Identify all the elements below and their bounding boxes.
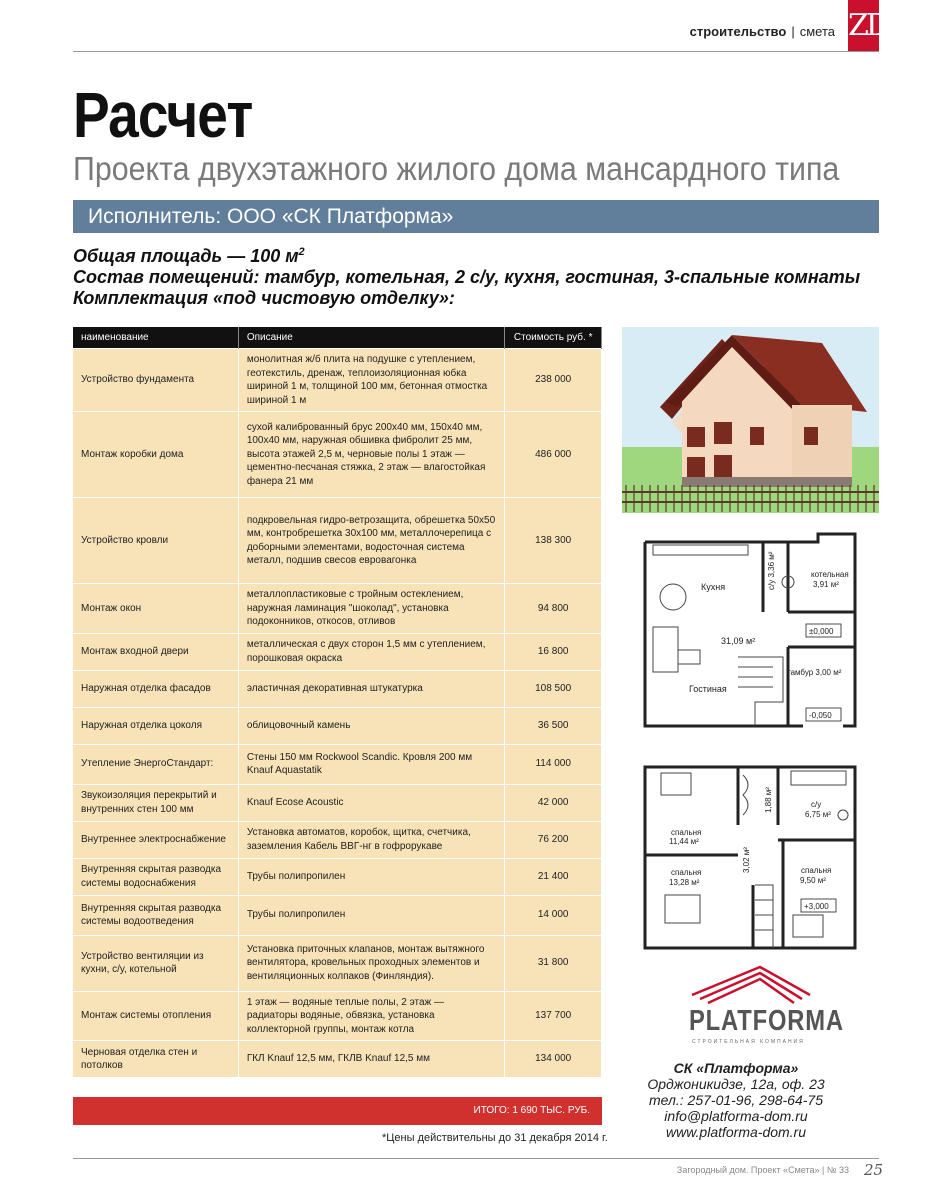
row-description: Установка автоматов, коробок, щитка, счетчика, заземления Кабель ВВГ-нг в гофрорукаве bbox=[238, 821, 505, 858]
row-cost: 76 200 bbox=[505, 821, 602, 858]
row-cost: 36 500 bbox=[505, 707, 602, 744]
bedroom3-area: 9,50 м² bbox=[800, 876, 826, 885]
table-row bbox=[73, 412, 602, 498]
level-zero: ±0,000 bbox=[809, 627, 834, 636]
page-number: 25 bbox=[864, 1161, 884, 1179]
col-cost-header: Стоимость руб. * bbox=[505, 327, 602, 349]
boiler-area: 3,91 м² bbox=[813, 580, 839, 589]
row-cost: 42 000 bbox=[505, 784, 602, 821]
row-description: Knauf Ecose Acoustic bbox=[238, 784, 505, 821]
finish-level: Комплектация «под чистовую отделку»: bbox=[73, 288, 455, 308]
row-description: сухой калиброванный брус 200х40 мм, 150х40 мм, 100х40 мм, наружная обшивка фибролит 25 мм, высота этажей 2,5 м, черновые полы 1 этаж — цементно-песчаная стяжка, 2 этаж — влагостойкая фанера 21 мм bbox=[238, 412, 505, 498]
kitchen-label: Кухня bbox=[701, 582, 726, 592]
bath-label: с/у 3,36 м² bbox=[767, 551, 776, 590]
header-divider: | bbox=[791, 24, 795, 39]
row-name: Черновая отделка стен и потолков bbox=[73, 1041, 238, 1078]
row-name: Устройство вентиляции из кухни, с/у, котельной bbox=[73, 935, 238, 991]
table-row bbox=[73, 584, 602, 634]
row-name: Утепление ЭнергоСтандарт: bbox=[73, 744, 238, 784]
hall-area: 1,88 м² bbox=[764, 787, 773, 813]
row-name: Устройство фундамента bbox=[73, 349, 238, 412]
upper-floor-plan bbox=[643, 765, 857, 950]
bedroom1-area: 11,44 м² bbox=[669, 837, 699, 846]
subsection-label: смета bbox=[799, 24, 835, 39]
level-upper: +3,000 bbox=[804, 902, 829, 911]
bedroom2-area: 13,28 м² bbox=[669, 878, 700, 887]
vestibule-label: тамбур 3,00 м² bbox=[787, 668, 842, 677]
row-cost: 238 000 bbox=[505, 349, 602, 412]
row-name: Наружная отделка фасадов bbox=[73, 670, 238, 707]
row-cost: 31 800 bbox=[505, 935, 602, 991]
row-cost: 486 000 bbox=[505, 412, 602, 498]
section-label: строительство bbox=[689, 24, 787, 39]
row-name: Внутреннее электроснабжение bbox=[73, 821, 238, 858]
row-name: Монтаж входной двери bbox=[73, 633, 238, 670]
row-name: Внутренняя скрытая разводка системы водоотведения bbox=[73, 895, 238, 935]
col-name-header: наименование bbox=[73, 327, 238, 349]
row-description: подкровельная гидро-ветрозащита, обрешетка 50х50 мм, контробрешетка 30х100 мм, металлочерепица с доборными элементами, водосточная система металл, подшив свесов евровагонка bbox=[238, 498, 505, 584]
header-rule bbox=[73, 51, 879, 52]
row-cost: 134 000 bbox=[505, 1041, 602, 1078]
row-description: эластичная декоративная штукатурка bbox=[238, 670, 505, 707]
footer-rule bbox=[73, 1158, 879, 1159]
table-row bbox=[73, 349, 602, 412]
row-name: Звукоизоляция перекрытий и внутренних стен 100 мм bbox=[73, 784, 238, 821]
table-row bbox=[73, 633, 602, 670]
row-cost: 108 500 bbox=[505, 670, 602, 707]
ground-floor-plan bbox=[643, 532, 857, 728]
boiler-label: котельная bbox=[811, 570, 849, 579]
row-description: Трубы полипропилен bbox=[238, 858, 505, 895]
total-bar: ИТОГО: 1 690 ТЫС. РУБ. bbox=[73, 1097, 602, 1125]
row-cost: 14 000 bbox=[505, 895, 602, 935]
row-description: облицовочный камень bbox=[238, 707, 505, 744]
row-description: монолитная ж/б плита на подушке с утеплением, геотекстиль, дренаж, теплоизоляционная юбка шириной 1 м, толщиной 100 мм, бетонная отмостка шириной 1 м bbox=[238, 349, 505, 412]
row-cost: 16 800 bbox=[505, 633, 602, 670]
row-description: 1 этаж — водяные теплые полы, 2 этаж — радиаторы водяные, обвязка, установка коллекторной группы, монтаж котла bbox=[238, 991, 505, 1041]
row-name: Монтаж окон bbox=[73, 584, 238, 634]
section-header bbox=[690, 24, 835, 39]
row-description: металлическая с двух сторон 1,5 мм с утеплением, порошковая окраска bbox=[238, 633, 505, 670]
page-subtitle: Проекта двухэтажного жилого дома мансардного типа bbox=[73, 150, 840, 187]
bedroom2-label: спальня bbox=[671, 868, 702, 877]
table-row bbox=[73, 821, 602, 858]
room-list: Состав помещений: тамбур, котельная, 2 с/у, кухня, гостиная, 3-спальные комнаты bbox=[73, 267, 861, 287]
bedroom3-label: спальня bbox=[801, 866, 832, 875]
table-header-row bbox=[73, 327, 602, 349]
main-area: 31,09 м² bbox=[721, 636, 756, 646]
level-minus: -0,050 bbox=[809, 711, 832, 720]
bath2-label: с/у bbox=[811, 800, 822, 809]
row-cost: 138 300 bbox=[505, 498, 602, 584]
area-label: Общая площадь — 100 м bbox=[73, 246, 299, 266]
row-name: Устройство кровли bbox=[73, 498, 238, 584]
company-logo-text: PLATFORMA bbox=[689, 1005, 844, 1037]
row-name: Монтаж системы отопления bbox=[73, 991, 238, 1041]
row-description: Трубы полипропилен bbox=[238, 895, 505, 935]
executor-bar: Исполнитель: ООО «СК Платформа» bbox=[73, 200, 879, 233]
estimate-table bbox=[73, 327, 602, 1078]
magazine-logo: ZD bbox=[848, 0, 879, 51]
table-row bbox=[73, 1041, 602, 1078]
table-row bbox=[73, 498, 602, 584]
company-contacts bbox=[636, 1060, 836, 1140]
company-name: СК «Платформа» bbox=[673, 1060, 799, 1076]
row-description: Стены 150 мм Rockwool Scandic. Кровля 200 мм Knauf Aquastatik bbox=[238, 744, 505, 784]
row-cost: 114 000 bbox=[505, 744, 602, 784]
footer-text: Загородный дом. Проект «Смета» | № 33 bbox=[676, 1165, 849, 1175]
table-row bbox=[73, 784, 602, 821]
company-phone: тел.: 257-01-96, 298-64-75 bbox=[649, 1092, 823, 1108]
table-row bbox=[73, 707, 602, 744]
area-sup: 2 bbox=[298, 246, 305, 258]
company-email[interactable]: info@platforma-dom.ru bbox=[664, 1108, 808, 1124]
table-row bbox=[73, 744, 602, 784]
col-desc-header: Описание bbox=[238, 327, 505, 349]
table-row bbox=[73, 991, 602, 1041]
living-label: Гостиная bbox=[689, 684, 727, 694]
company-tagline: СТРОИТЕЛЬНАЯ КОМПАНИЯ bbox=[692, 1039, 805, 1045]
table-row bbox=[73, 935, 602, 991]
row-name: Монтаж коробки дома bbox=[73, 412, 238, 498]
row-cost: 137 700 bbox=[505, 991, 602, 1041]
row-description: металлопластиковые с тройным остеклением, наружная ламинация "шоколад", установка подоконников, откосов, отливов bbox=[238, 584, 505, 634]
table-row bbox=[73, 895, 602, 935]
bedroom1-label: спальня bbox=[671, 828, 702, 837]
company-address: Орджоникидзе, 12а, оф. 23 bbox=[647, 1076, 825, 1092]
table-row bbox=[73, 858, 602, 895]
bath2-area: 6,75 м² bbox=[805, 810, 831, 819]
house-rendering bbox=[622, 327, 879, 513]
table-row bbox=[73, 670, 602, 707]
row-cost: 94 800 bbox=[505, 584, 602, 634]
company-site[interactable]: www.platforma-dom.ru bbox=[665, 1124, 807, 1140]
row-description: ГКЛ Knauf 12,5 мм, ГКЛВ Knauf 12,5 мм bbox=[238, 1041, 505, 1078]
row-name: Внутренняя скрытая разводка системы водоснабжения bbox=[73, 858, 238, 895]
row-description: Установка приточных клапанов, монтаж вытяжного вентилятора, кровельных проходных элементов и вентиляционных колпаков (Финляндия). bbox=[238, 935, 505, 991]
total-area bbox=[73, 242, 860, 267]
price-footnote: *Цены действительны до 31 декабря 2014 г. bbox=[382, 1132, 608, 1144]
hall2-area: 3,02 м² bbox=[742, 847, 751, 873]
summary-block bbox=[73, 242, 860, 309]
row-name: Наружная отделка цоколя bbox=[73, 707, 238, 744]
row-cost: 21 400 bbox=[505, 858, 602, 895]
page-title: Расчет bbox=[73, 79, 253, 151]
